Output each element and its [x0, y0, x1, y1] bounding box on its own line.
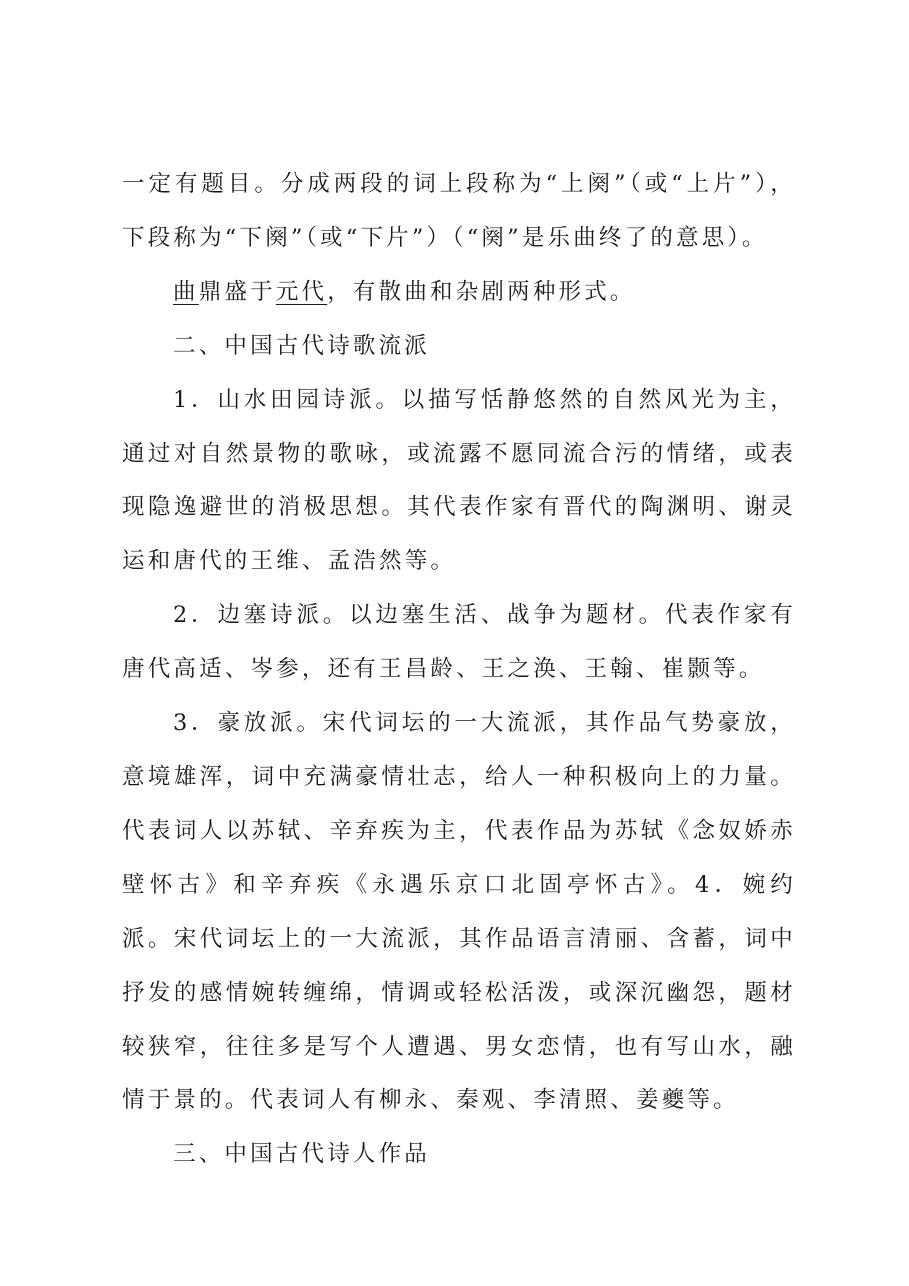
list-item-biansai: 2．边塞诗派。以边塞生活、战争为题材。代表作家有唐代高适、岑参，还有王昌龄、王之涣、王翰、崔颢等。 [122, 602, 796, 683]
paragraph-qu-text: 鼎盛于 [198, 278, 276, 305]
underlined-term-qu: 曲 [173, 278, 199, 305]
paragraph-qu-text-end: ，有散曲和杂剧两种形式。 [327, 278, 636, 305]
section-heading-2: 二、中国古代诗歌流派 [173, 332, 431, 359]
section-heading-3: 三、中国古代诗人作品 [173, 1141, 431, 1168]
paragraph-qu [122, 266, 796, 320]
document-body [122, 158, 796, 1182]
list-item-shanshui: 1．山水田园诗派。以描写恬静悠然的自然风光为主，通过对自然景物的歌咏，或流露不愿同流合污的情绪，或表现隐逸避世的消极思想。其代表作家有晋代的陶渊明、谢灵运和唐代的王维、孟浩然等。 [122, 386, 796, 575]
underlined-term-yuandai: 元代 [275, 278, 328, 305]
list-item-haofang-wanyue: 3．豪放派。宋代词坛的一大流派，其作品气势豪放，意境雄浑，词中充满豪情壮志，给人一种积极向上的力量。代表词人以苏轼、辛弃疾为主，代表作品为苏轼《念奴娇赤壁怀古》和辛弃疾《永遇乐京口北固亭怀古》。4．婉约派。宋代词坛上的一大流派，其作品语言清丽、含蓄，词中抒发的感情婉转缠绵，情调或轻松活泼，或深沉幽怨，题材较狭窄，往往多是写个人遭遇、男女恋情，也有写山水，融情于景的。代表词人有柳永、秦观、李清照、姜夔等。 [122, 710, 796, 1114]
paragraph-ci-definition: 一定有题目。分成两段的词上段称为“上阕”（或“上片”），下段称为“下阕”（或“下片”）（“阕”是乐曲终了的意思）。 [122, 171, 796, 251]
